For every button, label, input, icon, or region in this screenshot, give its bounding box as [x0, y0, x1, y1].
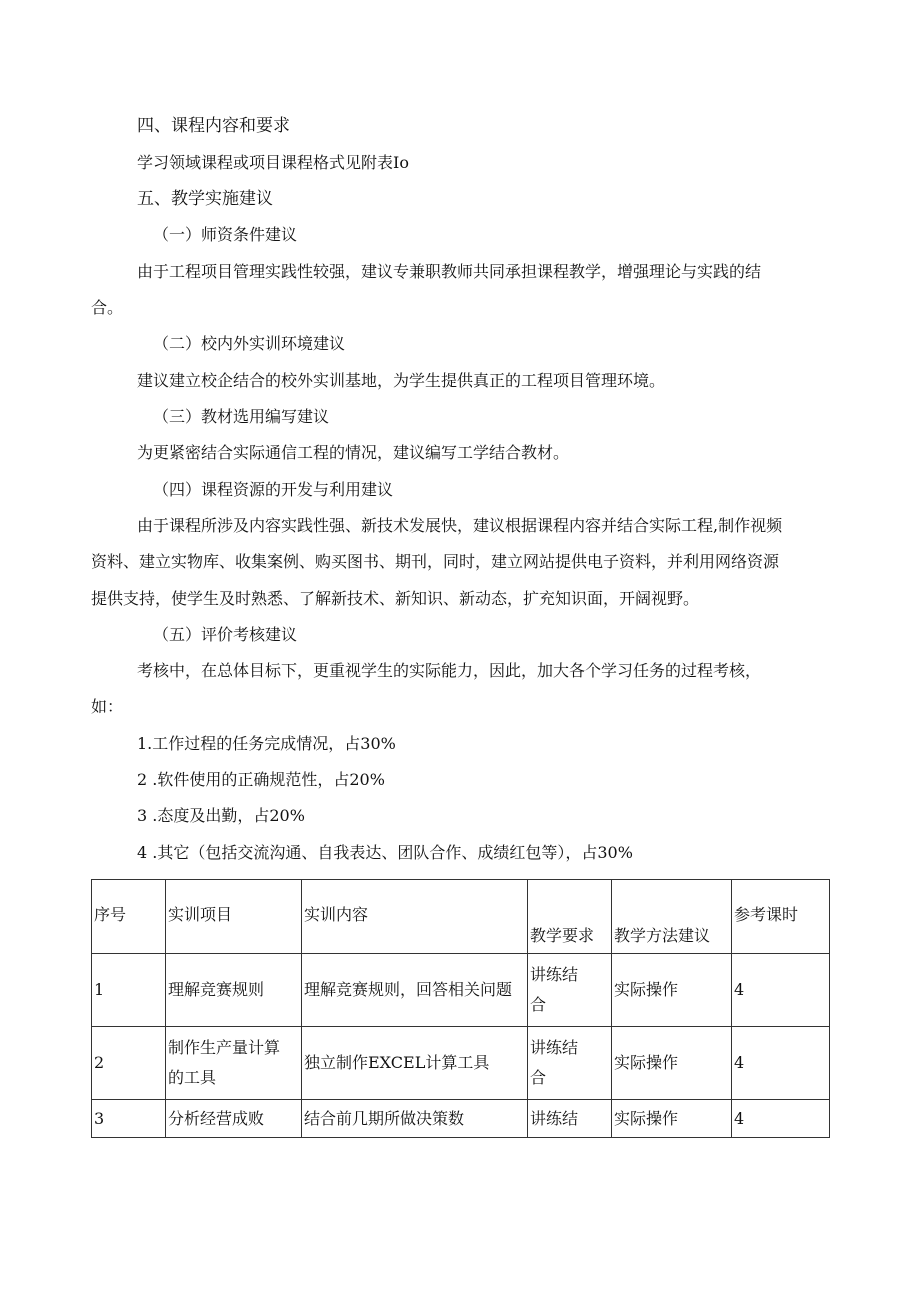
row-content: 结合前几期所做决策数 — [302, 1100, 528, 1138]
sub4-text-line2: 资料、建立实物库、收集案例、购买图书、期刊，同时，建立网站提供电子资料，并利用网络资源 — [91, 552, 780, 571]
row-content: 独立制作EXCEL计算工具 — [302, 1027, 528, 1100]
sub1-text-line2: 合。 — [91, 298, 124, 317]
row-requirement-line2: 合 — [530, 995, 547, 1014]
table-row — [92, 954, 830, 1027]
row-method: 实际操作 — [612, 1027, 732, 1100]
row-project: 理解竞赛规则 — [166, 954, 302, 1027]
row-no: 2 — [92, 1027, 166, 1100]
row-requirement-line1: 讲练结 — [530, 1038, 579, 1057]
sub1-text-line1: 由于工程项目管理实践性较强，建议专兼职教师共同承担课程教学，增强理论与实践的结 — [137, 262, 762, 281]
training-table — [91, 879, 830, 1138]
row-requirement-line1: 讲练结 — [530, 965, 579, 984]
sub1-title: （一）师资条件建议 — [153, 225, 298, 244]
row-hours: 4 — [732, 1100, 830, 1138]
sub4-text-line3: 提供支持，使学生及时熟悉、了解新技术、新知识、新动态，扩充知识面，开阔视野。 — [91, 589, 700, 608]
header-content: 实训内容 — [302, 880, 528, 954]
section-4-text: 学习领域课程或项目课程格式见附表Io — [137, 153, 409, 172]
sub2-text: 建议建立校企结合的校外实训基地，为学生提供真正的工程项目管理环境。 — [137, 371, 666, 390]
header-method: 教学方法建议 — [612, 880, 732, 954]
row-content: 理解竞赛规则，回答相关问题 — [302, 954, 528, 1027]
header-no: 序号 — [92, 880, 166, 954]
sub5-text-line2: 如： — [91, 697, 124, 716]
sub2-title: （二）校内外实训环境建议 — [153, 334, 346, 353]
row-requirement: 讲练结 — [528, 1100, 612, 1138]
row-requirement — [528, 1027, 612, 1100]
row-requirement — [528, 954, 612, 1027]
section-5-title: 五、教学实施建议 — [137, 189, 273, 209]
assessment-item-1: 1.工作过程的任务完成情况，占30% — [137, 734, 396, 753]
assessment-item-4: 4 .其它（包括交流沟通、自我表达、团队合作、成绩红包等），占30% — [137, 843, 633, 862]
sub4-title: （四）课程资源的开发与利用建议 — [153, 480, 394, 499]
table-header-row — [92, 880, 830, 954]
row-requirement-line2: 合 — [530, 1068, 547, 1087]
row-project — [166, 1027, 302, 1100]
row-no: 3 — [92, 1100, 166, 1138]
header-requirement: 教学要求 — [528, 880, 612, 954]
row-project-line2: 的工具 — [168, 1068, 217, 1087]
row-project: 分析经营成败 — [166, 1100, 302, 1138]
row-project-line1: 制作生产量计算 — [168, 1038, 281, 1057]
row-no: 1 — [92, 954, 166, 1027]
sub5-title: （五）评价考核建议 — [153, 625, 298, 644]
sub3-text: 为更紧密结合实际通信工程的情况，建议编写工学结合教材。 — [137, 443, 570, 462]
sub5-text-line1: 考核中，在总体目标下，更重视学生的实际能力，因此，加大各个学习任务的过程考核， — [137, 661, 762, 680]
sub4-text-line1: 由于课程所涉及内容实践性强、新技术发展快，建议根据课程内容并结合实际工程,制作视频 — [137, 516, 783, 535]
assessment-item-3: 3 .态度及出勤，占20% — [137, 806, 305, 825]
assessment-item-2: 2 .软件使用的正确规范性，占20% — [137, 770, 385, 789]
header-project: 实训项目 — [166, 880, 302, 954]
header-hours: 参考课时 — [732, 880, 830, 954]
row-method: 实际操作 — [612, 1100, 732, 1138]
sub3-title: （三）教材选用编写建议 — [153, 407, 330, 426]
table-row — [92, 1100, 830, 1138]
row-hours: 4 — [732, 1027, 830, 1100]
section-4-title: 四、课程内容和要求 — [137, 116, 290, 136]
table-row — [92, 1027, 830, 1100]
row-method: 实际操作 — [612, 954, 732, 1027]
row-hours: 4 — [732, 954, 830, 1027]
